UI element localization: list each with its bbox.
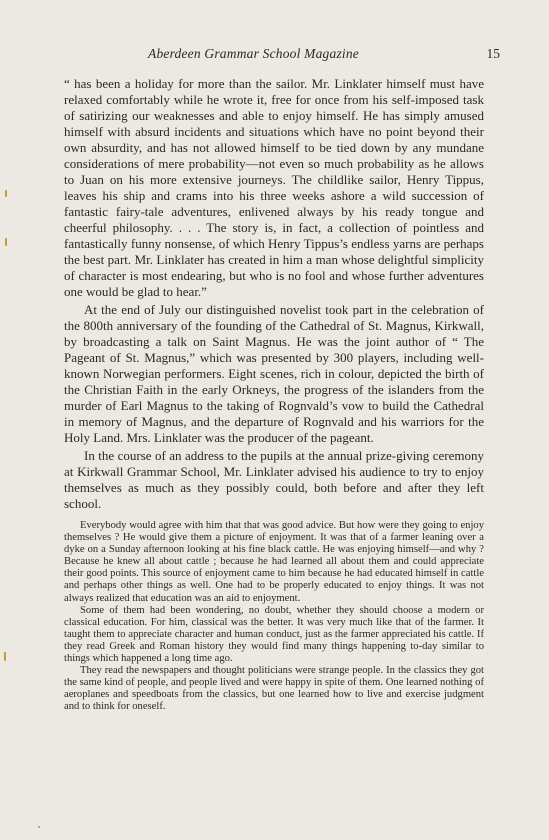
- speech-paragraph-enjoyment: Everybody would agree with him that that was good advice. But how were they going to enjoy themselves ? He would give them a picture of enjoyment. It was that of a farmer leaning over a dyke on a Sunday afternoon looking at his fine black cattle. He was enjoying himself—and why ? Because he knew all about cattle ; because he had learned all about them and could appreciate their good points. This source of enjoyment came to him because he had educated himself in cattle and perhaps other things as well. One had to be properly educated to enjoy things. It was not always realized that education was an aid to enjoyment.: [64, 520, 484, 604]
- margin-mark: [4, 652, 6, 661]
- paper-speck: [38, 826, 40, 828]
- page-number: 15: [486, 46, 500, 61]
- article-body: [64, 76, 484, 714]
- magazine-title: Aberdeen Grammar School Magazine: [148, 46, 359, 61]
- margin-mark: [5, 190, 7, 197]
- speech-paragraph-classical: Some of them had been wondering, no doubt, whether they should choose a modern or classical education. For him, classical was the better. It was very much like that of the farmer. It taught them to appreciate character and human conduct, just as the farmer appreciated his cattle. If they read Greek and Roman history they would find many things happening to-day similar to things which happened a long time ago.: [64, 604, 484, 665]
- speech-paragraph-politicians: They read the newspapers and thought politicians were strange people. In the classics they got the same kind of people, and people lived and were happy in spite of them. One learned nothing of aeroplanes and speedboats from the classics, but one learned how to live and exercise judgment and to think for oneself.: [64, 665, 484, 713]
- paragraph-st-magnus: At the end of July our distinguished novelist took part in the celebration of the 800th anniversary of the founding of the Cathedral of St. Magnus, Kirkwall, by broadcasting a talk on Saint Magnus. He was the joint author of “ The Pageant of St. Magnus,” which was presented by 300 players, including well-known Norwegian performers. Eight scenes, rich in colour, depicted the birth of the Christian Faith in the early Orkneys, the progress of the islanders from the murder of Earl Magnus to the taking of Rognvald’s vow to build the Cathedral in memory of Magnus, and the departure of Rognvald and his warriors for the Holy Land. Mrs. Linklater was the producer of the pageant.: [64, 302, 484, 445]
- speech-report: [64, 520, 484, 714]
- margin-mark: [5, 238, 7, 246]
- paragraph-prize-giving: In the course of an address to the pupils at the annual prize-giving ceremony at Kirkwall Grammar School, Mr. Linklater advised his audience to try to enjoy themselves as much as they possibly could, both before and after they left school.: [64, 448, 484, 511]
- paragraph-review-quote: “ has been a holiday for more than the sailor. Mr. Linklater himself must have relaxed comfortably while he wrote it, free for once from his self-imposed task of satirizing our weaknesses and able to enjoy himself. He has simply amused himself with absurd incidents and situations which have no point beyond their own absurdity, and has not allowed himself to be tied down by any mundane considerations of mere probability—not even so much probability as he allows to Juan on his more extensive journeys. The childlike sailor, Henry Tippus, leaves his ship and crams into his three weeks ashore a wild succession of fantastic fairy-tale adventures, enlivened always by his ready tongue and cheerful philosophy. . . . The story is, in fact, a collection of pointless and fantastically funny nonsense, of which Henry Tippus’s endless yarns are perhaps the best part. Mr. Linklater has created in him a man whose delightful simplicity of character is most endearing, but who is no fool and whose further adventures one would be glad to hear.”: [64, 76, 484, 299]
- running-header: [60, 46, 510, 64]
